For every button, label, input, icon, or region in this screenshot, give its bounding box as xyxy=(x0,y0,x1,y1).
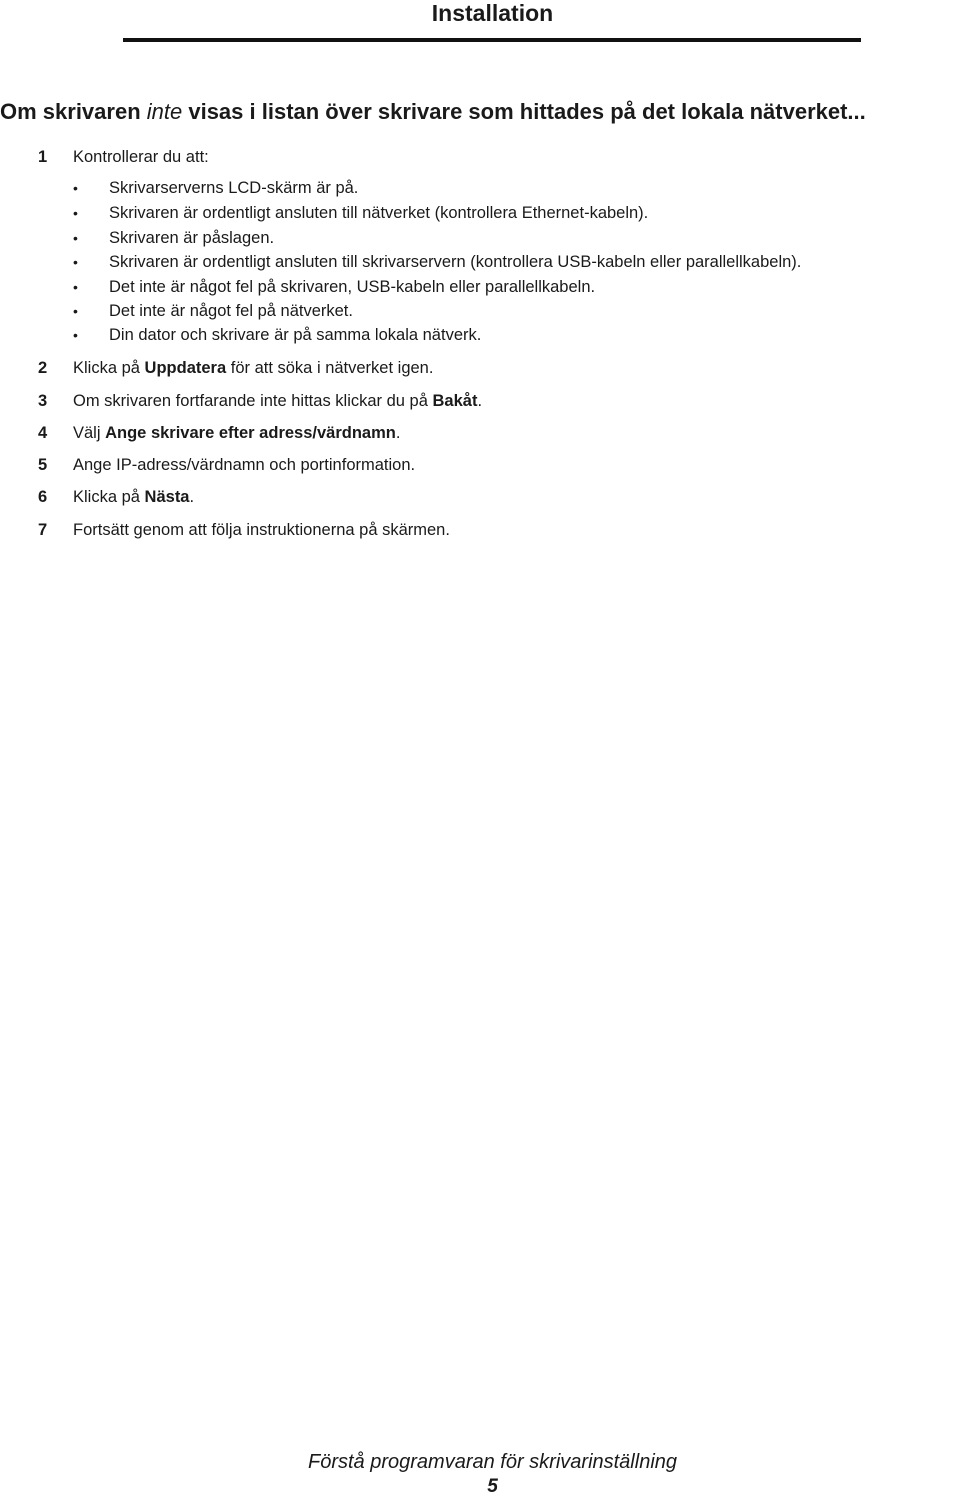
bullet-icon: • xyxy=(73,205,78,221)
bullet-text: Det inte är något fel på nätverket. xyxy=(109,302,353,320)
step-text-bold: Nästa xyxy=(144,488,190,506)
step-number: 4 xyxy=(38,424,48,442)
step-text-post: . xyxy=(395,424,401,442)
step-text-pre: Klicka på xyxy=(73,359,145,377)
footer-title: Förstå programvaran för skrivarinställning xyxy=(307,1451,678,1473)
step-text-post: för att söka i nätverket igen. xyxy=(226,359,434,377)
bullet-text: Skrivaren är påslagen. xyxy=(109,229,275,247)
step-text-post: . xyxy=(477,392,483,410)
page-title: Installation xyxy=(431,0,554,26)
step-number: 3 xyxy=(38,392,48,410)
step-number: 7 xyxy=(38,521,48,539)
bullet-icon: • xyxy=(73,180,78,196)
section-heading-pre: Om skrivaren xyxy=(0,99,147,124)
bullet-icon: • xyxy=(73,230,78,246)
step-number: 2 xyxy=(38,359,48,377)
step-text-pre: Om skrivaren fortfarande inte hittas klickar du på xyxy=(73,392,433,410)
step-text-bold: Bakåt xyxy=(432,392,478,410)
step-text xyxy=(73,422,400,444)
step-text xyxy=(73,390,482,412)
step-number: 1 xyxy=(38,148,48,166)
section-heading-post: visas i listan över skrivare som hittades på det lokala nätverket... xyxy=(182,99,866,124)
step-text xyxy=(73,486,194,508)
step-text: Ange IP-adress/värdnamn och portinformation. xyxy=(73,456,416,474)
step-number: 6 xyxy=(38,488,48,506)
bullet-text: Skrivaren är ordentligt ansluten till skrivarservern (kontrollera USB-kabeln eller parallellkabeln). xyxy=(109,253,802,271)
step-text-pre: Klicka på xyxy=(73,488,145,506)
step-text-pre: Välj xyxy=(73,424,106,442)
step-text: Kontrollerar du att: xyxy=(73,148,209,166)
bullet-icon: • xyxy=(73,279,78,295)
section-heading xyxy=(0,98,866,126)
step-text-bold: Ange skrivare efter adress/värdnamn xyxy=(105,424,396,442)
step-text-bold: Uppdatera xyxy=(144,359,227,377)
step-text-post: . xyxy=(189,488,195,506)
bullet-icon: • xyxy=(73,254,78,270)
section-heading-emphasis: inte xyxy=(146,99,183,124)
bullet-text: Skrivarserverns LCD-skärm är på. xyxy=(109,179,359,197)
bullet-text: Skrivaren är ordentligt ansluten till nätverket (kontrollera Ethernet-kabeln). xyxy=(109,204,649,222)
step-number: 5 xyxy=(38,456,48,474)
bullet-icon: • xyxy=(73,303,78,319)
step-text: Fortsätt genom att följa instruktionerna på skärmen. xyxy=(73,521,450,539)
page-number: 5 xyxy=(487,1476,498,1497)
header-rule xyxy=(123,38,861,42)
bullet-text: Din dator och skrivare är på samma lokala nätverk. xyxy=(109,326,482,344)
step-text xyxy=(73,357,433,379)
bullet-text: Det inte är något fel på skrivaren, USB-kabeln eller parallellkabeln. xyxy=(109,278,596,296)
bullet-icon: • xyxy=(73,327,78,343)
